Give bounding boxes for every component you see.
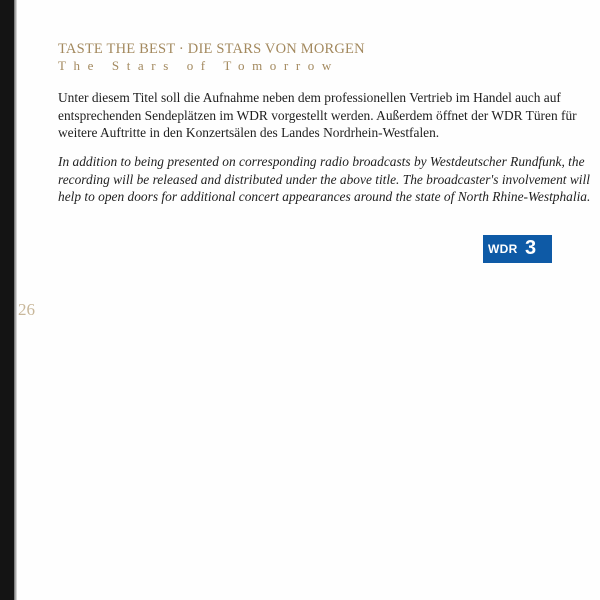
paragraph-german — [58, 89, 578, 142]
paragraph-line: Unter diesem Titel soll die Aufnahme neben dem professionellen Vertrieb im Handel auch auf — [58, 90, 561, 105]
wdr-logo-number: 3 — [525, 237, 537, 259]
wdr3-logo — [483, 235, 552, 263]
binding-spine — [0, 0, 14, 600]
paragraph-line: recording will be released and distributed under the above title. The broadcaster's involvement will — [58, 171, 590, 187]
paragraph-line: weitere Auftritte in den Konzertsälen des Landes Nordrhein-Westfalen. — [58, 125, 440, 140]
title-german: TASTE THE BEST · DIE STARS VON MORGEN — [58, 41, 365, 57]
paragraph-line: entsprechenden Sendeplätzen im WDR vorgestellt werden. Außerdem öffnet der WDR Türen für — [58, 107, 577, 123]
page-header — [58, 41, 578, 73]
page-number: 26 — [18, 300, 35, 319]
paragraph-line: In addition to being presented on corresponding radio broadcasts by Westdeutscher Rundfunk, the — [58, 154, 585, 169]
title-english: The Stars of Tomorrow — [58, 58, 339, 73]
paragraph-line: help to open doors for additional concert appearances around the state of North Rhine-Westphalia. — [58, 189, 591, 204]
wdr-logo-text: WDR — [488, 242, 518, 256]
paragraph-english — [58, 153, 591, 206]
spine-shadow — [14, 0, 17, 600]
